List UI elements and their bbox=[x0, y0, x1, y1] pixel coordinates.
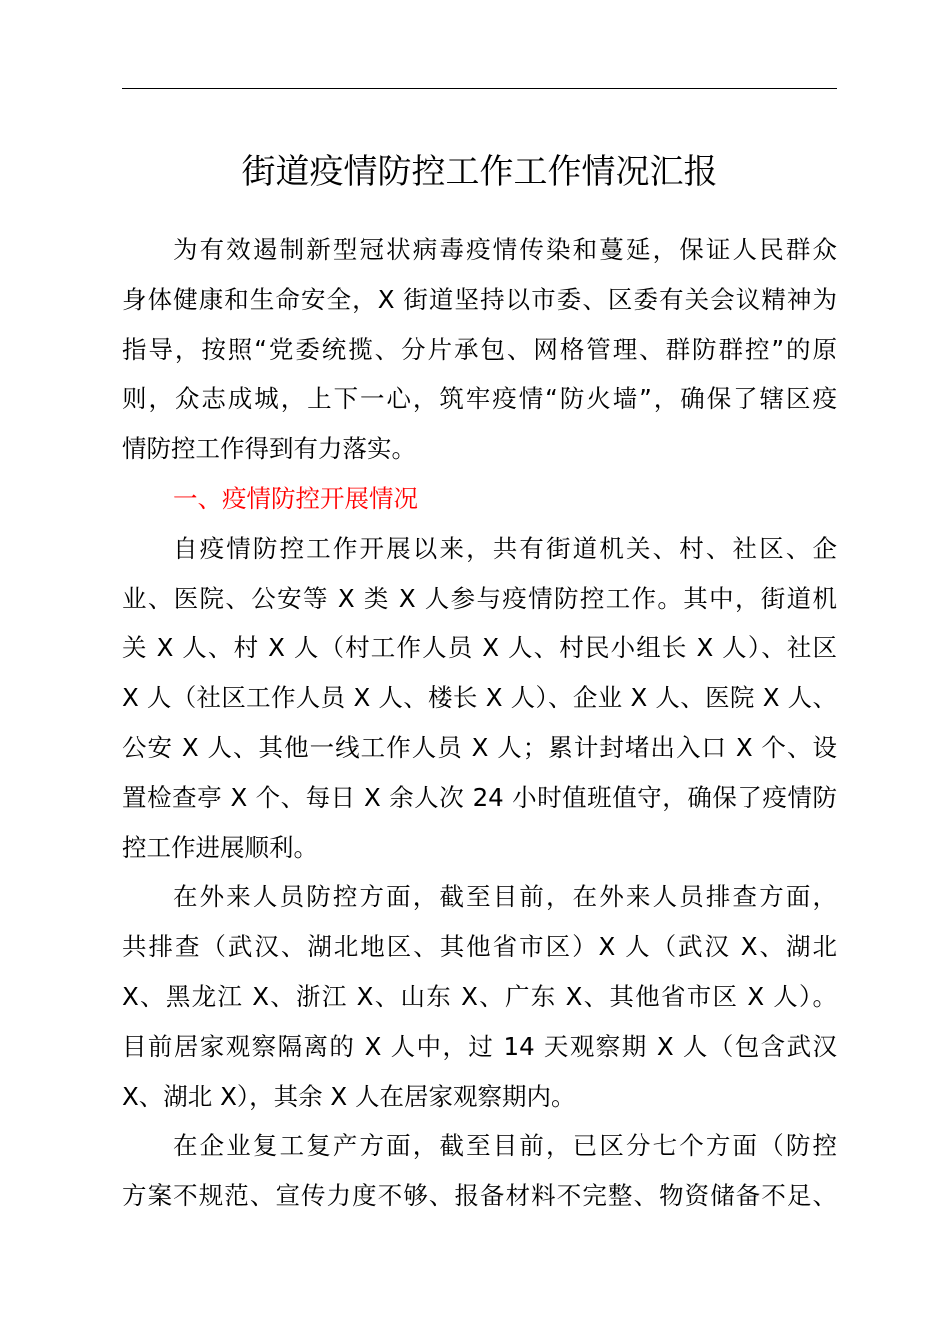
paragraph-line: 方案不规范、宣传力度不够、报备材料不完整、物资储备不足、 bbox=[122, 1181, 837, 1211]
paragraph-line: 情防控工作得到有力落实。 bbox=[122, 434, 416, 464]
paragraph-line: 关 X 人、村 X 人（村工作人员 X 人、村民小组长 X 人）、社区 bbox=[122, 633, 837, 663]
header-rule bbox=[122, 88, 837, 89]
paragraph-line: X、黑龙江 X、浙江 X、山东 X、广东 X、其他省市区 X 人）。 bbox=[122, 982, 837, 1011]
paragraph-line: X、湖北 X），其余 X 人在居家观察期内。 bbox=[122, 1081, 576, 1111]
paragraph-line: 目前居家观察隔离的 X 人中，过 14 天观察期 X 人（包含武汉 bbox=[122, 1031, 837, 1061]
paragraph-line: 则，众志成城，上下一心，筑牢疫情“防火墙”，确保了辖区疫 bbox=[122, 384, 837, 414]
paragraph-line: 指导，按照“党委统揽、分片承包、网格管理、群防群控”的原 bbox=[122, 334, 837, 364]
paragraph-line: 共排查（武汉、湖北地区、其他省市区）X 人（武汉 X、湖北 bbox=[122, 932, 837, 962]
paragraph-line: X 人（社区工作人员 X 人、楼长 X 人）、企业 X 人、医院 X 人、 bbox=[122, 683, 837, 713]
paragraph-line: 公安 X 人、其他一线工作人员 X 人；累计封堵出入口 X 个、设 bbox=[122, 733, 837, 762]
paragraph-line: 在外来人员防控方面，截至目前，在外来人员排查方面， bbox=[173, 882, 837, 912]
paragraph-line: 控工作进展顺利。 bbox=[122, 832, 318, 862]
paragraph-line: 自疫情防控工作开展以来，共有街道机关、村、社区、企 bbox=[173, 533, 837, 563]
paragraph-line: 为有效遏制新型冠状病毒疫情传染和蔓延，保证人民群众 bbox=[173, 235, 837, 264]
paragraph-line: 身体健康和生命安全，X 街道坚持以市委、区委有关会议精神为 bbox=[122, 284, 837, 314]
paragraph-line: 置检查亭 X 个、每日 X 余人次 24 小时值班值守，确保了疫情防 bbox=[122, 782, 837, 812]
section-heading: 一、疫情防控开展情况 bbox=[173, 484, 418, 513]
paragraph-line: 在企业复工复产方面，截至目前，已区分七个方面（防控 bbox=[173, 1131, 837, 1161]
paragraph-line: 业、医院、公安等 X 类 X 人参与疫情防控工作。其中，街道机 bbox=[122, 583, 837, 613]
document-title: 街道疫情防控工作工作情况汇报 bbox=[241, 152, 718, 192]
